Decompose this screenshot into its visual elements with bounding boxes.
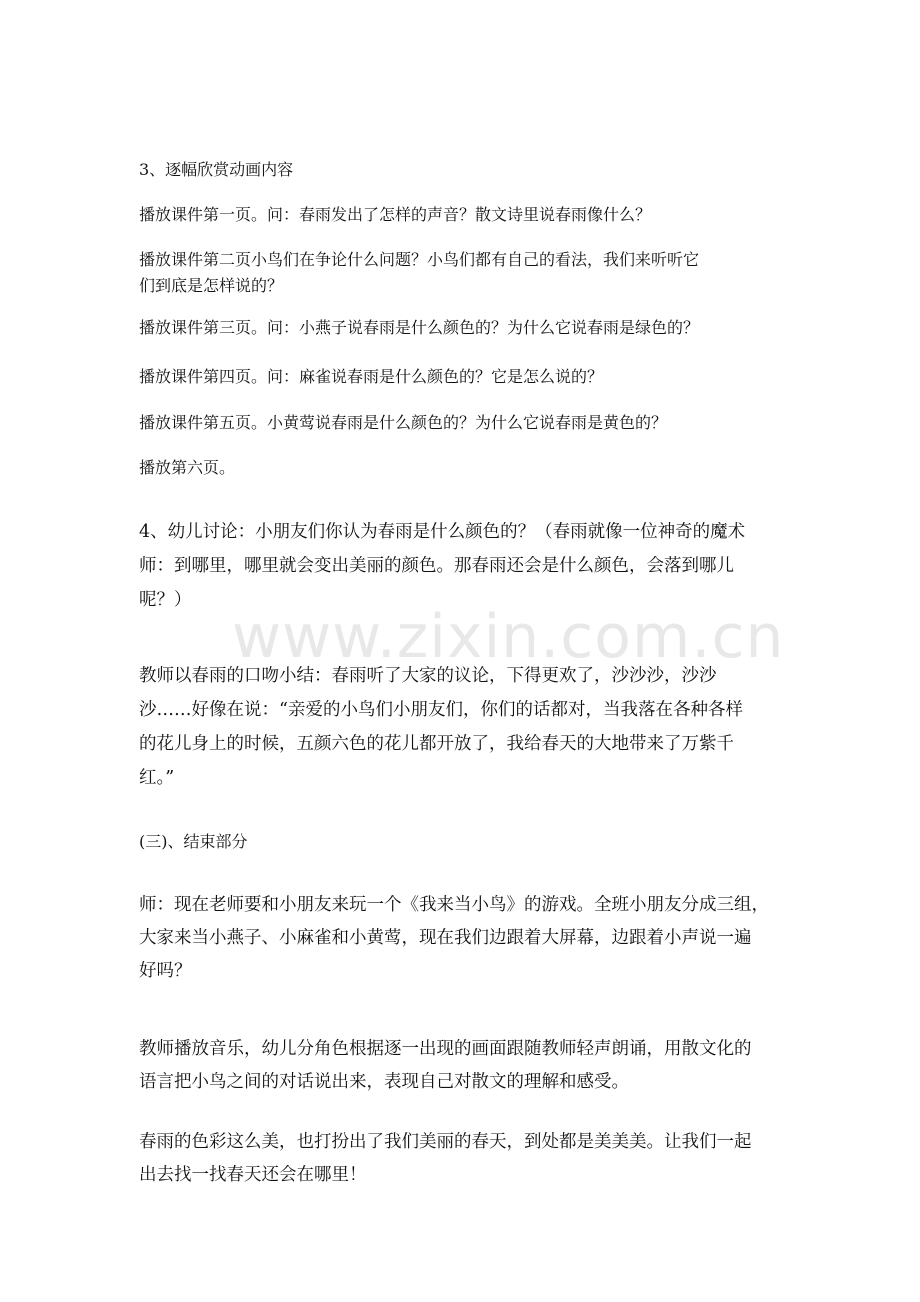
paragraph-line: 出去找一找春天还会在哪里！ — [139, 1165, 367, 1185]
teacher-game-paragraph — [139, 889, 789, 988]
paragraph-line: 师：现在老师要和小朋友来玩一个《我来当小鸟》的游戏。全班小朋友分成三组， — [139, 895, 769, 915]
closing-paragraph — [139, 1126, 789, 1192]
teacher-music-paragraph — [139, 1033, 789, 1099]
paragraph-line: 们到底是怎样说的？ — [139, 276, 284, 295]
watermark-text: www.zixin.com.cn — [232, 602, 785, 672]
paragraph-line: 春雨的色彩这么美，也打扮出了我们美丽的春天，到处都是美美美。让我们一起 — [139, 1132, 752, 1152]
section4-discussion — [139, 515, 789, 617]
paragraph-courseware-page1: 播放课件第一页。问：春雨发出了怎样的声音？散文诗里说春雨像什么？ — [139, 205, 652, 224]
paragraph-line: 大家来当小燕子、小麻雀和小黄莺，现在我们边跟着大屏幕，边跟着小声说一遍 — [139, 928, 752, 948]
paragraph-line: 呢？） — [139, 590, 192, 610]
paragraph-line: 沙……好像在说：“亲爱的小鸟们小朋友们，你们的话都对，当我落在各种各样 — [139, 700, 743, 720]
paragraph-courseware-page4: 播放课件第四页。问：麻雀说春雨是什么颜色的？它是怎么说的？ — [139, 367, 604, 386]
paragraph-courseware-page5: 播放课件第五页。小黄莺说春雨是什么颜色的？为什么它说春雨是黄色的？ — [139, 413, 668, 432]
paragraph-line: 的花儿身上的时候，五颜六色的花儿都开放了，我给春天的大地带来了万紫千 — [139, 734, 734, 754]
paragraph-line: 4、幼儿讨论：小朋友们你认为春雨是什么颜色的？（春雨就像一位神奇的魔术 — [139, 522, 746, 542]
teacher-summary-paragraph — [139, 659, 789, 795]
paragraph-courseware-page3: 播放课件第三页。问：小燕子说春雨是什么颜色的？为什么它说春雨是绿色的？ — [139, 318, 700, 337]
paragraph-courseware-page2 — [139, 250, 789, 296]
paragraph-line: 语言把小鸟之间的对话说出来，表现自己对散文的理解和感受。 — [139, 1072, 629, 1092]
section-end-heading: (三)、结束部分 — [139, 832, 248, 851]
paragraph-line: 播放课件第二页小鸟们在争论什么问题？小鸟们都有自己的看法，我们来听听它 — [139, 250, 700, 269]
paragraph-line: 教师播放音乐，幼儿分角色根据逐一出现的画面跟随教师轻声朗诵，用散文化的 — [139, 1039, 752, 1059]
paragraph-line: 师：到哪里，哪里就会变出美丽的颜色。那春雨还会是什么颜色，会落到哪儿 — [139, 556, 734, 576]
paragraph-line: 红。” — [139, 768, 175, 788]
section3-heading: 3、逐幅欣赏动画内容 — [139, 160, 294, 179]
paragraph-line: 教师以春雨的口吻小结：春雨听了大家的议论，下得更欢了，沙沙沙，沙沙 — [139, 666, 717, 686]
paragraph-line: 好吗？ — [139, 961, 192, 981]
paragraph-courseware-page6: 播放第六页。 — [139, 458, 236, 477]
